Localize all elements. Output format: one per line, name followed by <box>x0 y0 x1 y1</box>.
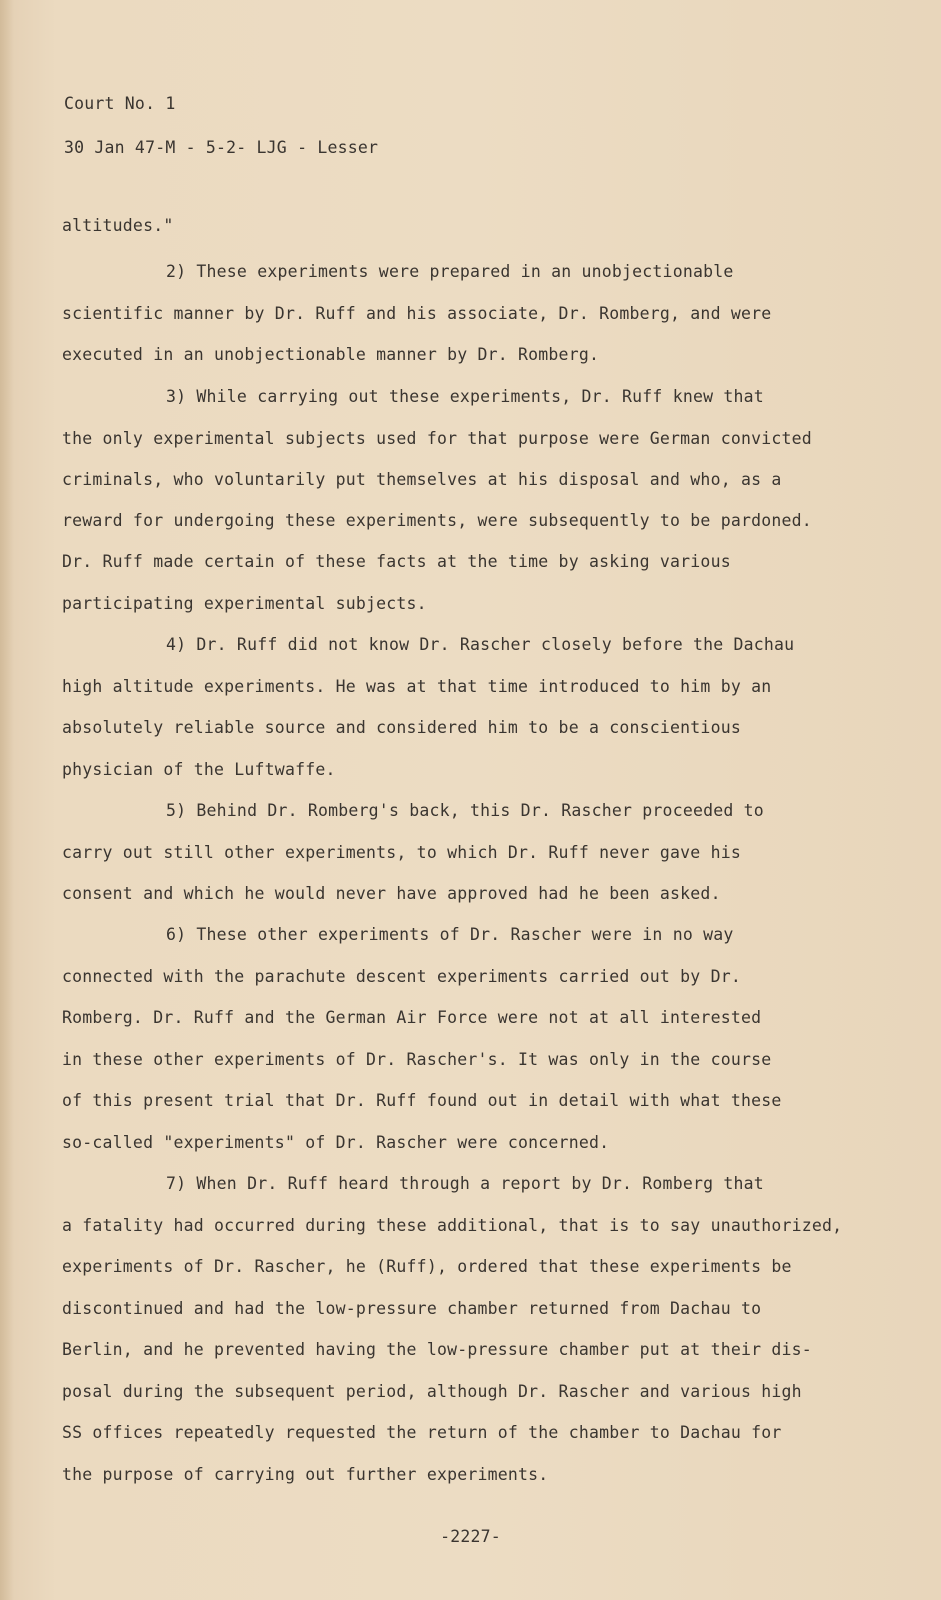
text-line: physician of the Luftwaffe. <box>62 760 336 779</box>
text-line: high altitude experiments. He was at that time introduced to him by an <box>62 677 772 696</box>
paragraph-7-start: 7) When Dr. Ruff heard through a report by Dr. Romberg that <box>166 1174 764 1193</box>
text-line: discontinued and had the low-pressure chamber returned from Dachau to <box>62 1299 762 1318</box>
text-line: SS offices repeatedly requested the return of the chamber to Dachau for <box>62 1423 782 1442</box>
text-line: reward for undergoing these experiments, were subsequently to be pardoned. <box>62 511 812 530</box>
text-line: carry out still other experiments, to which Dr. Ruff never gave his <box>62 843 741 862</box>
text-line: experiments of Dr. Rascher, he (Ruff), ordered that these experiments be <box>62 1257 792 1276</box>
paper-edge-shadow <box>0 0 14 1600</box>
paragraph-6-start: 6) These other experiments of Dr. Rascher were in no way <box>166 925 734 944</box>
session-reference: 30 Jan 47-M - 5-2- LJG - Lesser <box>64 138 379 157</box>
text-line: Berlin, and he prevented having the low-pressure chamber put at their dis- <box>62 1340 812 1359</box>
text-line: Romberg. Dr. Ruff and the German Air Force were not at all interested <box>62 1008 762 1027</box>
text-line: the purpose of carrying out further experiments. <box>62 1465 549 1484</box>
text-line: scientific manner by Dr. Ruff and his associate, Dr. Romberg, and were <box>62 304 772 323</box>
paragraph-2-start: 2) These experiments were prepared in an unobjectionable <box>166 262 734 281</box>
text-line: participating experimental subjects. <box>62 594 427 613</box>
text-line: a fatality had occurred during these additional, that is to say unauthorized, <box>62 1216 843 1235</box>
text-line: of this present trial that Dr. Ruff found out in detail with what these <box>62 1091 782 1110</box>
paragraph-3-start: 3) While carrying out these experiments, Dr. Ruff knew that <box>166 387 764 406</box>
text-line: the only experimental subjects used for that purpose were German convicted <box>62 429 812 448</box>
text-line: posal during the subsequent period, although Dr. Rascher and various high <box>62 1382 802 1401</box>
text-line: connected with the parachute descent experiments carried out by Dr. <box>62 967 741 986</box>
text-line: criminals, who voluntarily put themselves at his disposal and who, as a <box>62 470 782 489</box>
paragraph-5-start: 5) Behind Dr. Romberg's back, this Dr. Rascher proceeded to <box>166 801 764 820</box>
page-number: -2227- <box>440 1527 501 1546</box>
text-line: so-called "experiments" of Dr. Rascher were concerned. <box>62 1133 610 1152</box>
text-line: altitudes." <box>62 216 174 235</box>
paragraph-4-start: 4) Dr. Ruff did not know Dr. Rascher closely before the Dachau <box>166 635 795 654</box>
text-line: Dr. Ruff made certain of these facts at the time by asking various <box>62 552 731 571</box>
text-line: consent and which he would never have approved had he been asked. <box>62 884 721 903</box>
text-line: absolutely reliable source and considered him to be a conscientious <box>62 718 741 737</box>
court-number: Court No. 1 <box>64 94 176 113</box>
text-line: in these other experiments of Dr. Rascher's. It was only in the course <box>62 1050 772 1069</box>
text-line: executed in an unobjectionable manner by Dr. Romberg. <box>62 345 600 364</box>
